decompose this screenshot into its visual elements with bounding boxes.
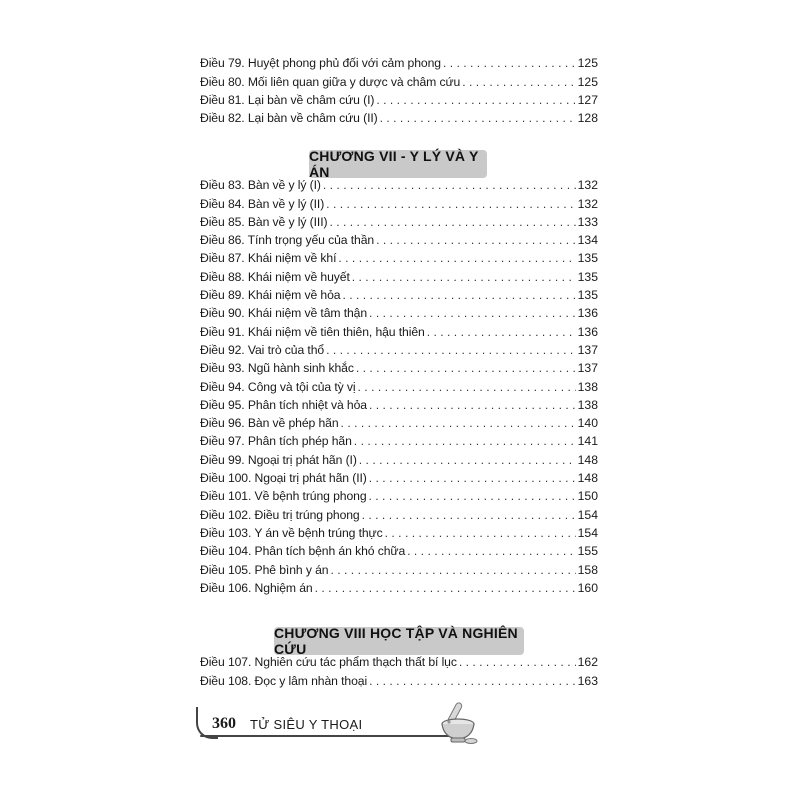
toc-entry (200, 558, 598, 576)
chapter-heading-text: CHƯƠNG VII - Y LÝ VÀ Y ÁN (309, 148, 479, 180)
toc-entry (200, 522, 598, 540)
dot-leader (369, 489, 576, 503)
toc-entry-title: Điều 105. Phê bình y án (200, 562, 329, 577)
dot-leader (356, 361, 576, 375)
toc-entry-page: 133 (577, 214, 598, 229)
toc-entry-title: Điều 79. Huyệt phong phủ đối với cảm phong (200, 56, 441, 71)
toc-entry (200, 485, 598, 503)
chapter-heading-text: CHƯƠNG VIII HỌC TẬP VÀ NGHIÊN CỨU (274, 625, 518, 657)
dot-leader (462, 75, 575, 89)
toc-entry-page: 136 (577, 306, 598, 321)
toc-entry-title: Điều 99. Ngoại trị phát hãn (I) (200, 452, 357, 467)
dot-leader (376, 233, 576, 247)
toc-entry (200, 540, 598, 558)
toc-entry (200, 467, 598, 485)
dot-leader (459, 655, 576, 669)
toc-entry (200, 89, 598, 107)
toc-entry (200, 412, 598, 430)
toc-entry (200, 669, 598, 687)
toc-entry-page: 132 (577, 196, 598, 211)
toc-entry-page: 150 (577, 489, 598, 504)
toc-entry-title: Điều 80. Mối liên quan giữa y dược và châm cứu (200, 74, 461, 89)
toc-entry-title: Điều 103. Y án về bệnh trúng thực (200, 525, 383, 540)
dot-leader (342, 288, 575, 302)
dot-leader (326, 343, 576, 357)
toc-entry-page: 138 (577, 397, 598, 412)
toc-entry-title: Điều 91. Khái niệm về tiên thiên, hậu thiên (200, 324, 425, 339)
toc-group-2 (200, 174, 598, 595)
dot-leader (352, 270, 576, 284)
toc-entry (200, 503, 598, 521)
toc-entry-page: 137 (577, 342, 598, 357)
toc-entry-title: Điều 93. Ngũ hành sinh khắc (200, 361, 354, 376)
toc-entry-title: Điều 95. Phân tích nhiệt và hỏa (200, 397, 367, 412)
toc-entry-title: Điều 106. Nghiệm án (200, 580, 313, 595)
toc-entry-page: 128 (577, 111, 598, 126)
toc-entry-title: Điều 96. Bàn về phép hãn (200, 416, 339, 431)
toc-entry-title: Điều 100. Ngoại trị phát hãn (II) (200, 471, 367, 486)
toc-entry (200, 651, 598, 669)
toc-entry-title: Điều 86. Tính trọng yếu của thần (200, 233, 375, 248)
toc-entry-page: 134 (577, 233, 598, 248)
toc-entry-title: Điều 89. Khái niệm về hỏa (200, 288, 341, 303)
toc-entry-page: 127 (577, 92, 598, 107)
dot-leader (385, 526, 576, 540)
dot-leader (369, 398, 576, 412)
toc-entry-page: 162 (577, 655, 598, 670)
dot-leader (362, 508, 576, 522)
dot-leader (354, 434, 576, 448)
toc-entry-page: 135 (577, 288, 598, 303)
toc-entry-title: Điều 81. Lại bàn về châm cứu (I) (200, 92, 375, 107)
toc-entry (200, 229, 598, 247)
toc-entry-title: Điều 108. Đọc y lâm nhàn thoại (200, 673, 368, 688)
dot-leader (369, 471, 576, 485)
toc-entry-title: Điều 107. Nghiên cứu tác phẩm thạch thất bí lục (200, 655, 457, 670)
toc-entry-page: 135 (577, 251, 598, 266)
page-number: 360 (212, 715, 236, 732)
toc-entry-page: 141 (577, 434, 598, 449)
toc-entry (200, 375, 598, 393)
toc-entry-page: 140 (577, 416, 598, 431)
dot-leader (376, 93, 575, 107)
toc-entry (200, 52, 598, 70)
dot-leader (329, 215, 575, 229)
dot-leader (358, 380, 576, 394)
dot-leader (369, 674, 576, 688)
toc-entry-page: 136 (577, 324, 598, 339)
toc-entry (200, 339, 598, 357)
toc-entry (200, 70, 598, 88)
toc-entry-page: 148 (577, 471, 598, 486)
toc-entry-page: 154 (577, 525, 598, 540)
toc-entry (200, 320, 598, 338)
toc-entry-page: 158 (577, 562, 598, 577)
toc-entry-title: Điều 104. Phân tích bệnh án khó chữa (200, 544, 406, 559)
toc-entry (200, 357, 598, 375)
toc-entry-page: 132 (577, 178, 598, 193)
toc-entry-title: Điều 84. Bàn về y lý (II) (200, 196, 325, 211)
toc-entry (200, 577, 598, 595)
dot-leader (315, 581, 576, 595)
toc-entry (200, 302, 598, 320)
toc-entry-title: Điều 83. Bàn về y lý (I) (200, 178, 321, 193)
dot-leader (323, 178, 576, 192)
toc-entry-page: 125 (577, 56, 598, 71)
mortar-and-pestle-icon (438, 700, 480, 749)
toc-entry (200, 265, 598, 283)
toc-entry (200, 247, 598, 265)
toc-entry-title: Điều 94. Công và tội của tỳ vị (200, 379, 356, 394)
toc-group-1 (200, 52, 598, 125)
toc-entry-title: Điều 92. Vai trò của thổ (200, 342, 325, 357)
toc-entry-title: Điều 88. Khái niệm về huyết (200, 269, 350, 284)
toc-entry-title: Điều 97. Phân tích phép hãn (200, 434, 352, 449)
toc-entry (200, 107, 598, 125)
dot-leader (359, 453, 576, 467)
toc-entry-page: 163 (577, 673, 598, 688)
toc-entry (200, 192, 598, 210)
toc-entry (200, 174, 598, 192)
toc-entry-title: Điều 87. Khái niệm về khí (200, 251, 337, 266)
toc-entry-page: 137 (577, 361, 598, 376)
toc-entry-title: Điều 102. Điều trị trúng phong (200, 507, 360, 522)
dot-leader (380, 111, 576, 125)
toc-entry-page: 138 (577, 379, 598, 394)
toc-entry-title: Điều 90. Khái niệm về tâm thận (200, 306, 368, 321)
dot-leader (443, 56, 576, 70)
toc-entry-page: 125 (577, 74, 598, 89)
toc-group-3 (200, 651, 598, 688)
footer-rule (200, 735, 455, 737)
toc-entry-page: 155 (577, 544, 598, 559)
toc-entry-page: 148 (577, 452, 598, 467)
dot-leader (407, 544, 576, 558)
dot-leader (427, 325, 576, 339)
toc-entry (200, 284, 598, 302)
toc-entry (200, 211, 598, 229)
dot-leader (330, 563, 575, 577)
toc-entry-title: Điều 101. Về bệnh trúng phong (200, 489, 367, 504)
toc-entry (200, 430, 598, 448)
toc-entry-page: 135 (577, 269, 598, 284)
toc-entry-title: Điều 82. Lại bàn về châm cứu (II) (200, 111, 378, 126)
dot-leader (341, 416, 576, 430)
toc-entry-page: 154 (577, 507, 598, 522)
toc-entry-title: Điều 85. Bàn về y lý (III) (200, 214, 328, 229)
dot-leader (326, 197, 575, 211)
toc-entry-page: 160 (577, 580, 598, 595)
toc-entry (200, 448, 598, 466)
toc-entry (200, 394, 598, 412)
running-title: TỬ SIÊU Y THOẠI (250, 717, 363, 732)
dot-leader (369, 306, 576, 320)
dot-leader (338, 251, 575, 265)
